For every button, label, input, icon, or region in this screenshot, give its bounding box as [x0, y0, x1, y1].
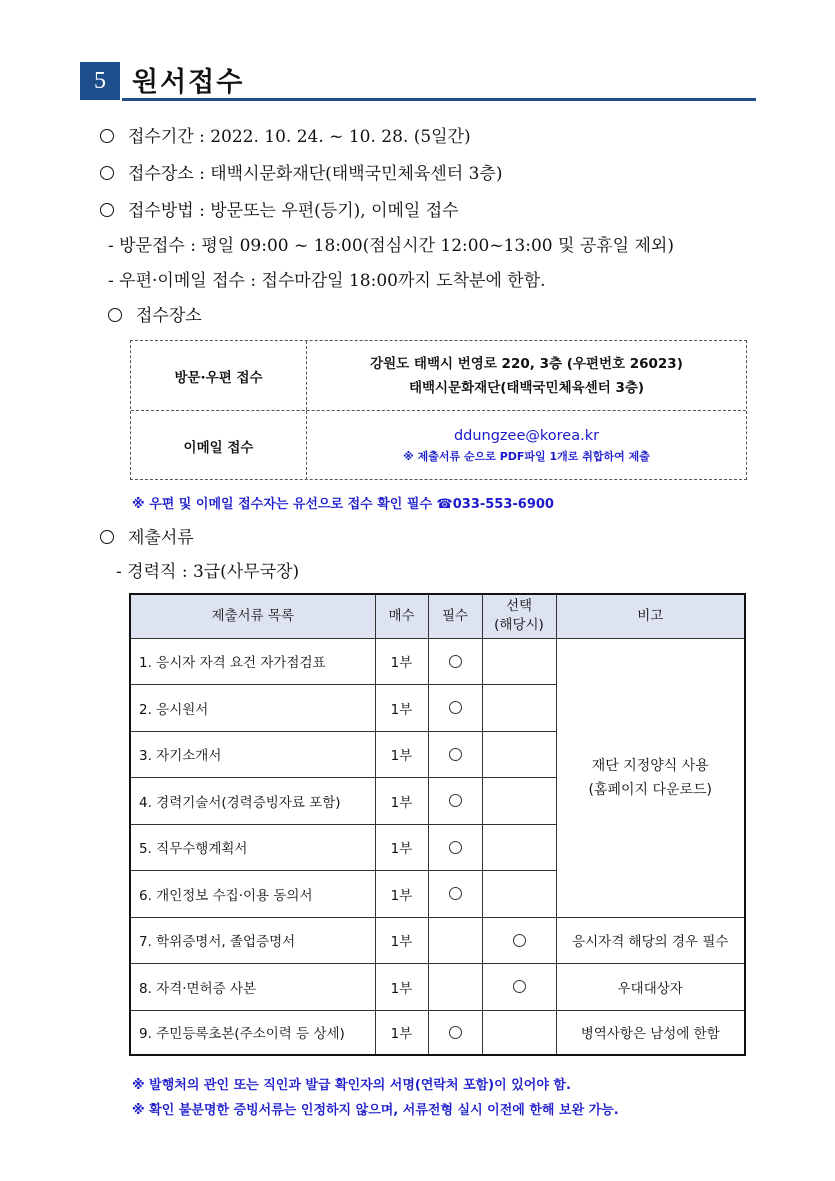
circle-mark-icon	[449, 655, 462, 668]
section-number: 5	[80, 62, 120, 100]
table-row	[130, 638, 745, 685]
optional-cell	[482, 778, 556, 825]
address-line: 태백시문화재단(태백국민체육센터 3층)	[408, 379, 645, 396]
table-header-row	[130, 594, 745, 638]
list-item-period: 접수기간 : 2022. 10. 24. ~ 10. 28. (5일간)	[100, 122, 471, 147]
optional-cell	[482, 1010, 556, 1055]
doc-count: 1부	[375, 731, 428, 778]
footnote: ※ 발행처의 관인 또는 직인과 발급 확인자의 서명(연락처 포함)이 있어야 함.	[132, 1078, 571, 1093]
doc-name: 6. 개인정보 수집·이용 동의서	[130, 871, 375, 918]
doc-name: 5. 직무수행계획서	[130, 824, 375, 871]
doc-name: 7. 학위증명서, 졸업증명서	[130, 917, 375, 964]
doc-name: 4. 경력기술서(경력증빙자료 포함)	[130, 778, 375, 825]
optional-cell	[482, 824, 556, 871]
doc-name: 1. 응시자 자격 요건 자가점검표	[130, 638, 375, 685]
footnote: ※ 확인 불분명한 증빙서류는 인정하지 않으며, 서류전형 실시 이전에 한해 보완 가능.	[132, 1103, 619, 1118]
doc-count: 1부	[375, 824, 428, 871]
circle-mark-icon	[449, 841, 462, 854]
circle-mark-icon	[449, 887, 462, 900]
required-cell	[428, 685, 482, 732]
header-count: 매수	[375, 594, 428, 638]
doc-count: 1부	[375, 871, 428, 918]
circle-bullet-icon	[100, 166, 114, 180]
reception-row-visit	[131, 341, 746, 411]
documents-table	[129, 593, 746, 1056]
doc-name: 3. 자기소개서	[130, 731, 375, 778]
circle-mark-icon	[513, 934, 526, 947]
required-cell	[428, 871, 482, 918]
doc-name: 2. 응시원서	[130, 685, 375, 732]
required-cell	[428, 1010, 482, 1055]
header-optional: 선택 (해당시)	[482, 594, 556, 638]
email-cell	[307, 411, 746, 480]
doc-name: 9. 주민등록초본(주소이력 등 상세)	[130, 1010, 375, 1055]
optional-cell	[482, 871, 556, 918]
section-header	[80, 62, 756, 102]
optional-cell	[482, 917, 556, 964]
circle-bullet-icon	[100, 129, 114, 143]
doc-remark: 우대대상자	[556, 964, 745, 1011]
required-cell	[428, 917, 482, 964]
doc-count: 1부	[375, 1010, 428, 1055]
visit-label: 방문·우편 접수	[131, 341, 307, 410]
list-item-place: 접수장소 : 태백시문화재단(태백국민체육센터 3층)	[100, 159, 502, 184]
doc-remark: 병역사항은 남성에 한함	[556, 1010, 745, 1055]
header-remarks: 비고	[556, 594, 745, 638]
email-label: 이메일 접수	[131, 411, 307, 480]
optional-cell	[482, 731, 556, 778]
circle-mark-icon	[449, 794, 462, 807]
required-cell	[428, 964, 482, 1011]
confirm-note: ※ 우편 및 이메일 접수자는 유선으로 접수 확인 필수 ☎033-553-6900	[132, 497, 554, 512]
table-row	[130, 1010, 745, 1055]
required-cell	[428, 824, 482, 871]
doc-count: 1부	[375, 638, 428, 685]
email-link[interactable]: ddungzee@korea.kr	[453, 427, 600, 444]
list-item-place-heading: 접수장소	[108, 301, 202, 326]
docs-heading: 제출서류	[100, 523, 194, 548]
email-note: ※ 제출서류 순으로 PDF파일 1개로 취합하여 제출	[403, 449, 650, 463]
docs-subheading: - 경력직 : 3급(사무국장)	[116, 562, 300, 582]
merged-remark: 재단 지정양식 사용 (홈페이지 다운로드)	[556, 638, 745, 917]
circle-bullet-icon	[108, 308, 122, 322]
doc-count: 1부	[375, 685, 428, 732]
header-required: 필수	[428, 594, 482, 638]
doc-name: 8. 자격·면허증 사본	[130, 964, 375, 1011]
list-item-visit: - 방문접수 : 평일 09:00 ~ 18:00(점심시간 12:00~13:00 및 공휴일 제외)	[108, 236, 674, 256]
circle-bullet-icon	[100, 530, 114, 544]
list-item-method: 접수방법 : 방문또는 우편(등기), 이메일 접수	[100, 196, 459, 221]
reception-row-email	[131, 411, 746, 480]
required-cell	[428, 731, 482, 778]
address-line: 강원도 태백시 번영로 220, 3층 (우편번호 26023)	[370, 355, 683, 372]
circle-mark-icon	[449, 701, 462, 714]
doc-count: 1부	[375, 964, 428, 1011]
circle-bullet-icon	[100, 203, 114, 217]
header-name: 제출서류 목록	[130, 594, 375, 638]
list-item-mail: - 우편·이메일 접수 : 접수마감일 18:00까지 도착분에 한함.	[108, 271, 546, 291]
required-cell	[428, 778, 482, 825]
required-cell	[428, 638, 482, 685]
table-row	[130, 964, 745, 1011]
section-divider	[122, 98, 756, 101]
circle-mark-icon	[449, 748, 462, 761]
reception-table	[130, 340, 747, 480]
circle-mark-icon	[513, 980, 526, 993]
table-row	[130, 917, 745, 964]
optional-cell	[482, 685, 556, 732]
doc-remark: 응시자격 해당의 경우 필수	[556, 917, 745, 964]
optional-cell	[482, 964, 556, 1011]
optional-cell	[482, 638, 556, 685]
address-cell	[307, 341, 746, 410]
doc-count: 1부	[375, 778, 428, 825]
circle-mark-icon	[449, 1026, 462, 1039]
section-title: 원서접수	[132, 67, 245, 98]
doc-count: 1부	[375, 917, 428, 964]
